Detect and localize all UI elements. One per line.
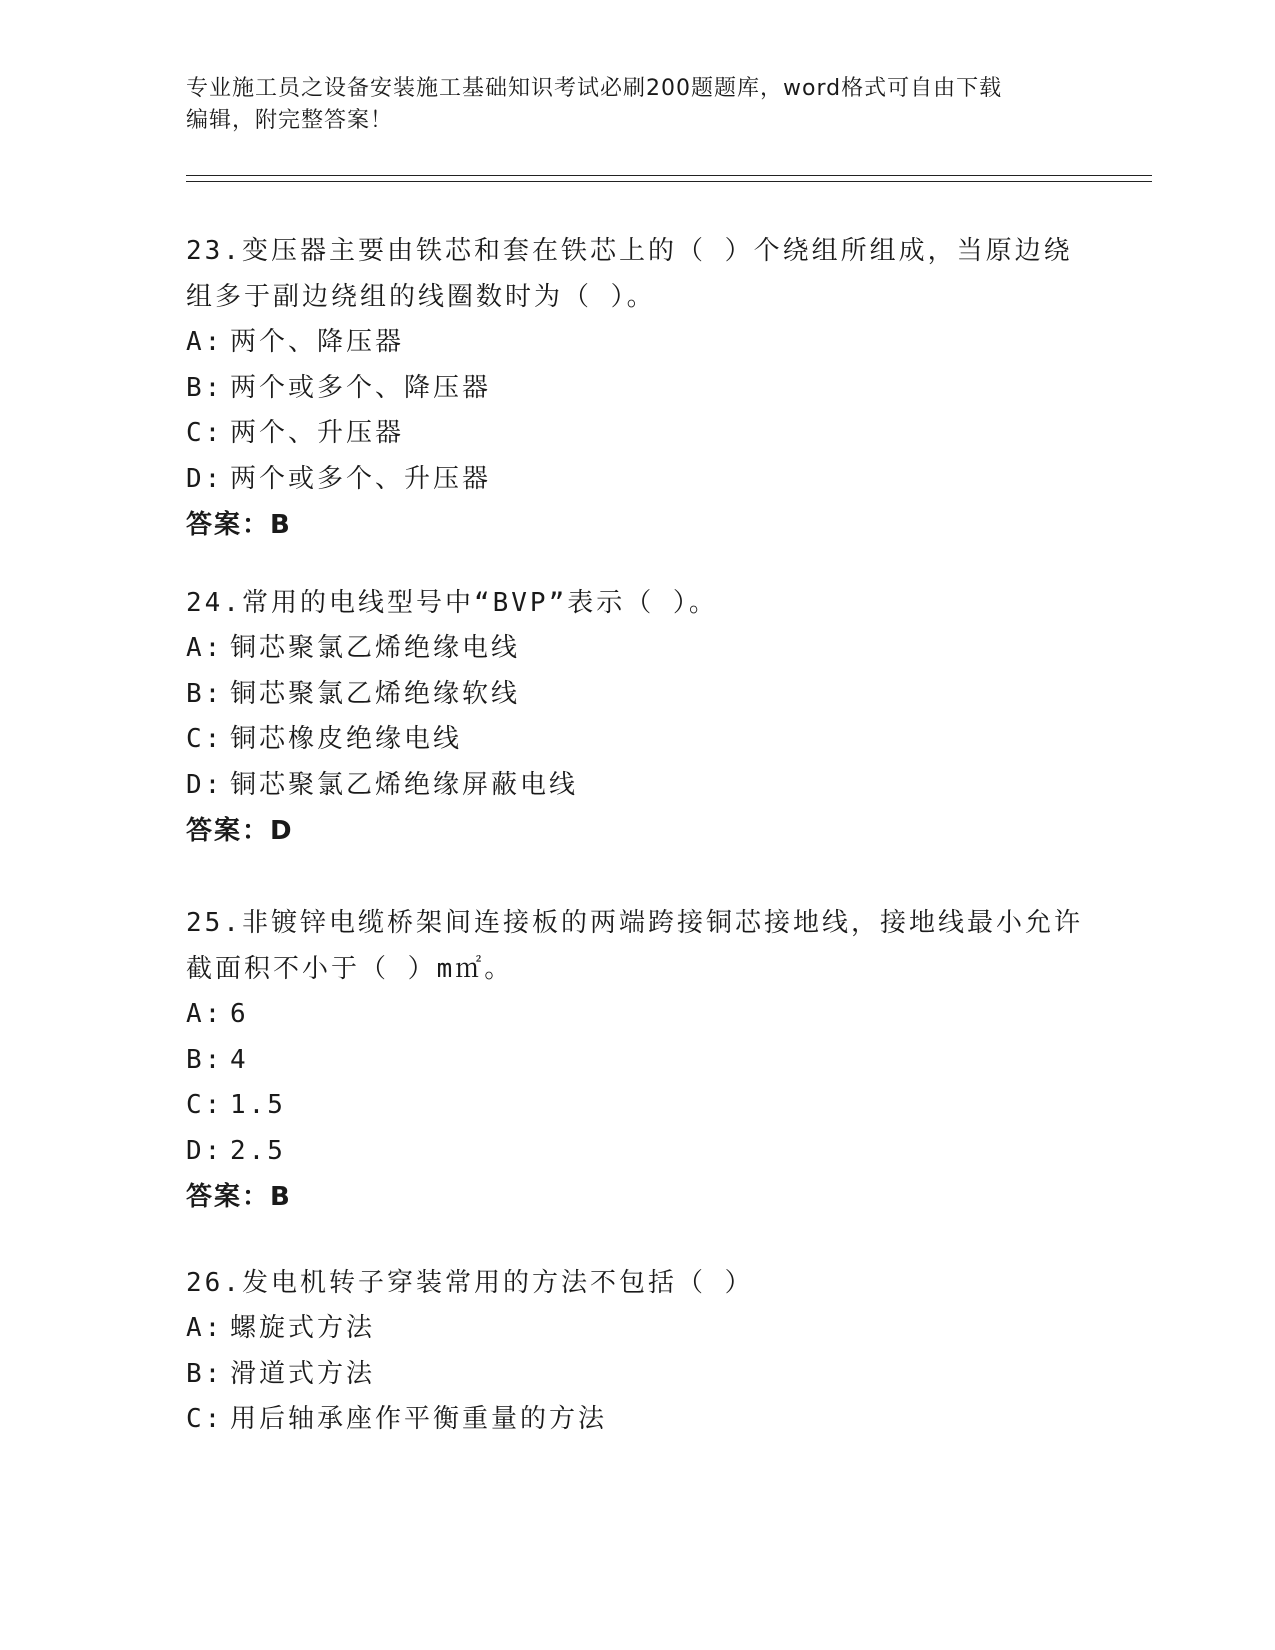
header-divider-bottom <box>186 181 1152 182</box>
option-key: A: <box>186 999 224 1029</box>
option-c <box>186 1397 1086 1443</box>
question-text-line: 23.变压器主要由铁芯和套在铁芯上的（ ）个绕组所组成，当原边绕 <box>186 236 1073 266</box>
option-b <box>186 366 1086 412</box>
question-25 <box>186 900 1086 1220</box>
option-a <box>186 320 1086 366</box>
question-24 <box>186 580 1086 854</box>
option-text: 两个、降压器 <box>230 327 405 357</box>
option-text: 滑道式方法 <box>230 1358 376 1389</box>
header-divider-top <box>186 175 1152 176</box>
option-text: 铜芯橡皮绝缘电线 <box>230 724 463 754</box>
option-text: 用后轴承座作平衡重量的方法 <box>230 1404 608 1434</box>
question-26 <box>186 1260 1086 1443</box>
header-title-line-2: 编辑，附完整答案！ <box>186 108 394 133</box>
option-text: 1.5 <box>230 1090 286 1120</box>
option-key: C: <box>186 418 224 448</box>
option-key: D: <box>186 1135 224 1166</box>
option-key: C: <box>186 724 224 754</box>
option-c <box>186 1083 1086 1129</box>
option-text: 螺旋式方法 <box>230 1313 376 1343</box>
option-key: C: <box>186 1090 224 1120</box>
question-text-line: 截面积不小于（ ）m㎡。 <box>186 954 514 984</box>
answer-line: 答案：B <box>186 1182 292 1212</box>
option-key: A: <box>186 633 224 663</box>
option-d <box>186 763 1086 809</box>
option-text: 两个或多个、升压器 <box>230 463 492 494</box>
option-key: B: <box>186 372 224 403</box>
option-key: B: <box>186 1044 224 1075</box>
answer-line: 答案：D <box>186 816 294 846</box>
option-a <box>186 1306 1086 1352</box>
option-c <box>186 717 1086 763</box>
option-key: A: <box>186 327 224 357</box>
option-key: B: <box>186 678 224 709</box>
option-key: C: <box>186 1404 224 1434</box>
option-text: 6 <box>230 999 249 1029</box>
option-text: 铜芯聚氯乙烯绝缘屏蔽电线 <box>230 769 579 800</box>
option-c <box>186 411 1086 457</box>
answer-line: 答案：B <box>186 510 292 540</box>
option-text: 2.5 <box>230 1135 286 1166</box>
option-b <box>186 1352 1086 1398</box>
option-text: 两个或多个、降压器 <box>230 372 492 403</box>
option-a <box>186 992 1086 1038</box>
option-d <box>186 457 1086 503</box>
option-text: 铜芯聚氯乙烯绝缘软线 <box>230 678 521 709</box>
option-key: B: <box>186 1358 224 1389</box>
question-text-line: 25.非镀锌电缆桥架间连接板的两端跨接铜芯接地线，接地线最小允许 <box>186 908 1083 938</box>
header-title-line-1: 专业施工员之设备安装施工基础知识考试必刷200题题库，word格式可自由下载 <box>186 76 1003 101</box>
option-text: 两个、升压器 <box>230 418 405 448</box>
option-text: 铜芯聚氯乙烯绝缘电线 <box>230 633 521 663</box>
option-key: D: <box>186 463 224 494</box>
question-23 <box>186 228 1086 548</box>
question-text-line: 26.发电机转子穿装常用的方法不包括（ ） <box>186 1268 754 1298</box>
question-text-line: 24.常用的电线型号中“BVP”表示（ ）。 <box>186 588 718 618</box>
option-key: A: <box>186 1313 224 1343</box>
option-d <box>186 1129 1086 1175</box>
option-b <box>186 672 1086 718</box>
option-a <box>186 626 1086 672</box>
option-b <box>186 1038 1086 1084</box>
document-header <box>186 73 1066 137</box>
option-key: D: <box>186 769 224 800</box>
question-text-line: 组多于副边绕组的线圈数时为（ ）。 <box>186 282 656 312</box>
option-text: 4 <box>230 1044 249 1075</box>
